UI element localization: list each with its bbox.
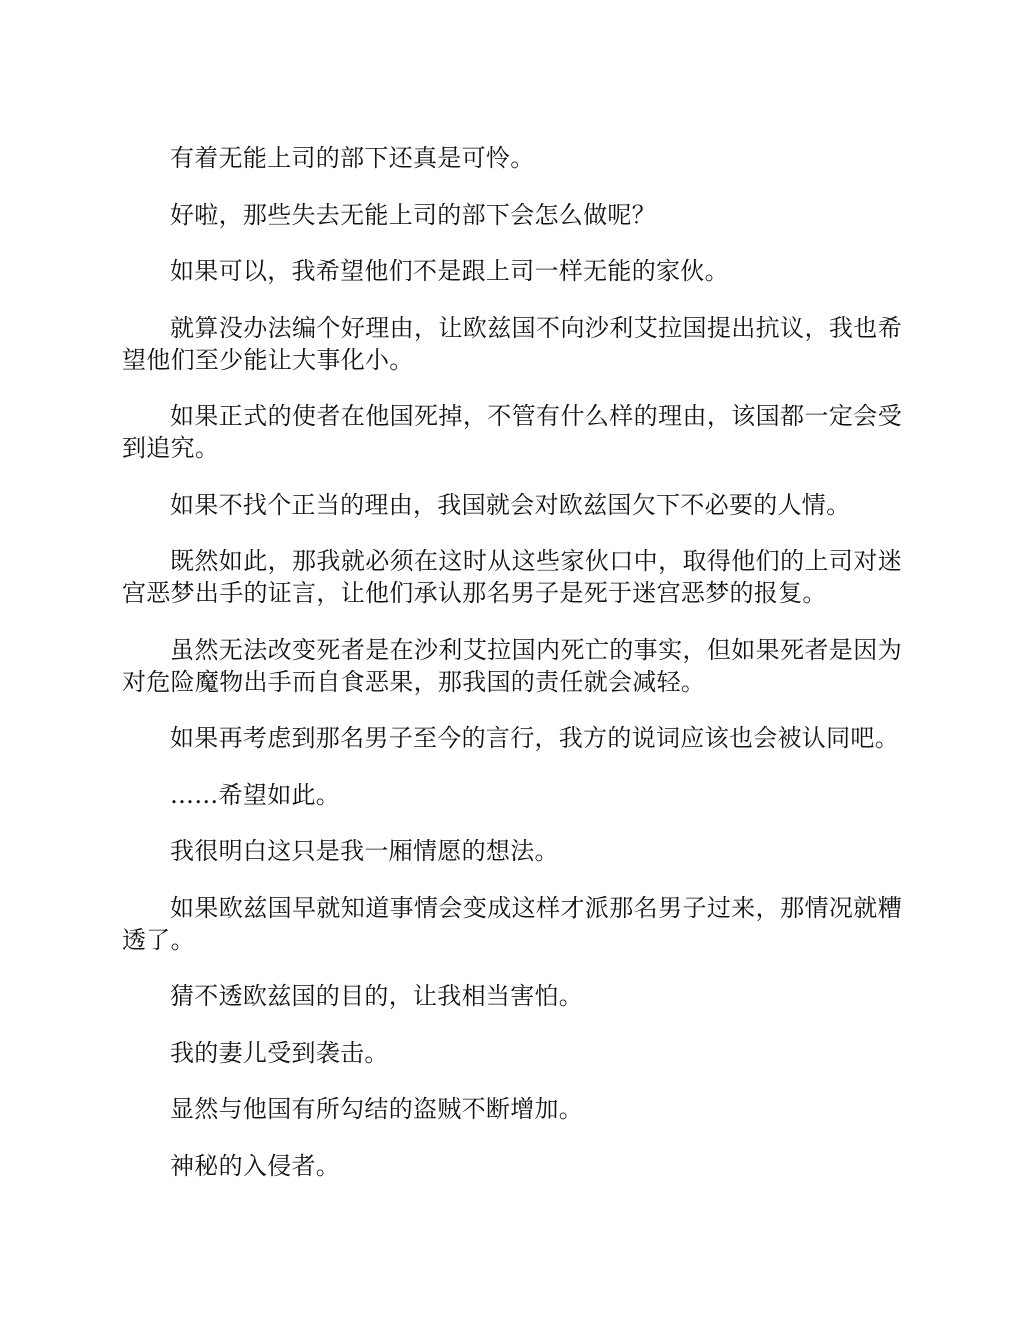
paragraph: 如果再考虑到那名男子至今的言行，我方的说词应该也会被认同吧。 — [170, 724, 899, 752]
paragraph: 显然与他国有所勾结的盗贼不断增加。 — [170, 1095, 584, 1123]
paragraph: 我的妻儿受到袭击。 — [170, 1038, 389, 1067]
paragraph: 如果欧兹国早就知道事情会变成这样才派那名男子过来，那情况就糟透了。 — [122, 893, 902, 954]
paragraph: 我很明白这只是我一厢情愿的想法。 — [170, 837, 559, 865]
paragraph: 如果正式的使者在他国死掉，不管有什么样的理由，该国都一定会受到追究。 — [122, 402, 902, 462]
paragraph: 如果可以，我希望他们不是跟上司一样无能的家伙。 — [170, 257, 729, 285]
document-page — [122, 142, 902, 1206]
paragraph: 神秘的入侵者。 — [170, 1151, 341, 1180]
paragraph: 猜不透欧兹国的目的，让我相当害怕。 — [170, 982, 584, 1010]
paragraph: 就算没办法编个好理由，让欧兹国不向沙利艾拉国提出抗议，我也希望他们至少能让大事化小。 — [122, 313, 902, 374]
paragraph: 虽然无法改变死者是在沙利艾拉国内死亡的事实，但如果死者是因为对危险魔物出手而自食恶果，那我国的责任就会减轻。 — [122, 635, 902, 696]
paragraph: 有着无能上司的部下还真是可怜。 — [170, 144, 535, 172]
paragraph: ……希望如此。 — [170, 780, 341, 809]
paragraph: 既然如此，那我就必须在这时从这些家伙口中，取得他们的上司对迷宫恶梦出手的证言，让他们承认那名男子是死于迷宫恶梦的报复。 — [122, 547, 902, 607]
paragraph: 如果不找个正当的理由，我国就会对欧兹国欠下不必要的人情。 — [170, 490, 851, 519]
paragraph: 好啦，那些失去无能上司的部下会怎么做呢？ — [170, 200, 656, 229]
